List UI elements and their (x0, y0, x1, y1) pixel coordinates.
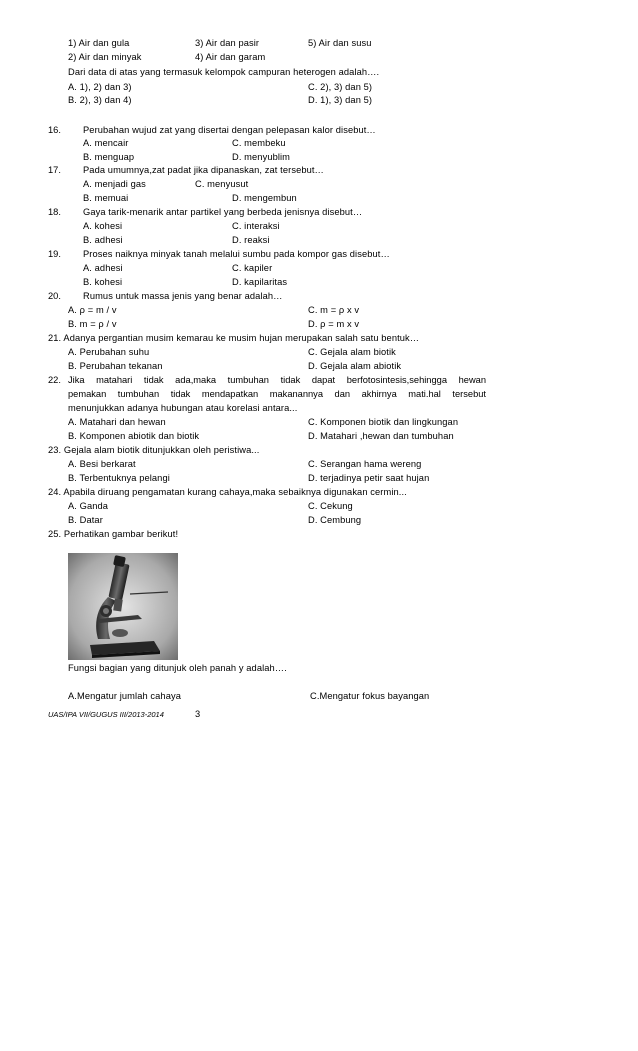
q16-answer-a: A. mencair (83, 138, 129, 148)
microscope-image (68, 553, 178, 660)
q22-number: 22. (48, 375, 61, 385)
q22-answer-c: C. Komponen biotik dan lingkungan (308, 417, 459, 427)
q23-answer-c: C. Serangan hama wereng (308, 459, 422, 469)
q21-answer-d: D. Gejala alam abiotik (308, 361, 402, 371)
q20-answer-a: A. ρ = m / v (68, 305, 117, 315)
q22-text-line1: Jika matahari tidak ada,maka tumbuhan tidak dapat berfotosintesis,sehingga hewan (68, 375, 486, 385)
q18-answer-a: A. kohesi (83, 221, 123, 231)
q22-answer-b: B. Komponen abiotik dan biotik (68, 431, 200, 441)
q19-answer-b: B. kohesi (83, 277, 123, 287)
q20-answer-d: D. ρ = m x v (308, 319, 360, 329)
q25-answer-c: C.Mengatur fokus bayangan (310, 691, 430, 701)
q17-answer-c: C. menyusut (195, 179, 249, 189)
q18-answer-b: B. adhesi (83, 235, 123, 245)
q25-answer-a: A.Mengatur jumlah cahaya (68, 691, 181, 701)
q16-number: 16. (48, 125, 61, 135)
q16-answer-b: B. menguap (83, 152, 135, 162)
q21-answer-c: C. Gejala alam biotik (308, 347, 396, 357)
q23-answer-d: D. terjadinya petir saat hujan (308, 473, 430, 483)
q17-answer-d: D. mengembun (232, 193, 297, 203)
q24-answer-c: C. Cekung (308, 501, 353, 511)
q18-text: Gaya tarik-menarik antar partikel yang berbeda jenisnya disebut… (83, 207, 363, 217)
q17-number: 17. (48, 165, 61, 175)
q24-answer-d: D. Cembung (308, 515, 362, 525)
q15-option-5: 5) Air dan susu (308, 38, 372, 48)
q19-text: Proses naiknya minyak tanah melalui sumbu pada kompor gas disebut… (83, 249, 390, 259)
q22-text-line2: pemakan tumbuhan tidak mendapatkan makanannya dan akhirnya mati.hal tersebut (68, 389, 486, 399)
q25-stem: Fungsi bagian yang ditunjuk oleh panah y adalah…. (68, 663, 287, 673)
q17-answer-b: B. memuai (83, 193, 129, 203)
q19-answer-d: D. kapilaritas (232, 277, 288, 287)
q25-text: 25. Perhatikan gambar berikut! (48, 529, 179, 539)
q23-answer-a: A. Besi berkarat (68, 459, 136, 469)
q19-answer-a: A. adhesi (83, 263, 123, 273)
q15-option-4: 4) Air dan garam (195, 52, 266, 62)
q19-number: 19. (48, 249, 61, 259)
q21-text: 21. Adanya pergantian musim kemarau ke musim hujan merupakan salah satu bentuk… (48, 333, 420, 343)
q15-option-2: 2) Air dan minyak (68, 52, 142, 62)
q15-stem: Dari data di atas yang termasuk kelompok campuran heterogen adalah…. (68, 67, 380, 77)
q24-text: 24. Apabila diruang pengamatan kurang cahaya,maka sebaiknya digunakan cermin... (48, 487, 407, 497)
q21-answer-a: A. Perubahan suhu (68, 347, 150, 357)
q17-answer-a: A. menjadi gas (83, 179, 146, 189)
q20-answer-c: C. m = ρ x v (308, 305, 360, 315)
q24-answer-a: A. Ganda (68, 501, 109, 511)
q15-answer-a: A. 1), 2) dan 3) (68, 82, 132, 92)
footer-code: UAS/IPA VII/GUGUS III/2013-2014 (48, 710, 164, 719)
q18-answer-d: D. reaksi (232, 235, 270, 245)
q19-answer-c: C. kapiler (232, 263, 273, 273)
page-number: 3 (195, 709, 201, 719)
q18-number: 18. (48, 207, 61, 217)
q17-text: Pada umumnya,zat padat jika dipanaskan, zat tersebut… (83, 165, 324, 175)
q15-option-1: 1) Air dan gula (68, 38, 130, 48)
q15-answer-b: B. 2), 3) dan 4) (68, 95, 132, 105)
q16-text: Perubahan wujud zat yang disertai dengan pelepasan kalor disebut… (83, 125, 376, 135)
q15-answer-c: C. 2), 3) dan 5) (308, 82, 373, 92)
q20-number: 20. (48, 291, 61, 301)
q21-answer-b: B. Perubahan tekanan (68, 361, 163, 371)
q18-answer-c: C. interaksi (232, 221, 280, 231)
q16-answer-c: C. membeku (232, 138, 286, 148)
q20-text: Rumus untuk massa jenis yang benar adalah… (83, 291, 283, 301)
q22-answer-d: D. Matahari ,hewan dan tumbuhan (308, 431, 454, 441)
q15-answer-d: D. 1), 3) dan 5) (308, 95, 373, 105)
q23-answer-b: B. Terbentuknya pelangi (68, 473, 170, 483)
q15-option-3: 3) Air dan pasir (195, 38, 260, 48)
q16-answer-d: D. menyublim (232, 152, 291, 162)
q22-answer-a: A. Matahari dan hewan (68, 417, 166, 427)
q23-text: 23. Gejala alam biotik ditunjukkan oleh peristiwa... (48, 445, 260, 455)
q24-answer-b: B. Datar (68, 515, 103, 525)
q20-answer-b: B. m = ρ / v (68, 319, 117, 329)
q22-text-line3: menunjukkan adanya hubungan atau korelasi antara... (68, 403, 298, 413)
